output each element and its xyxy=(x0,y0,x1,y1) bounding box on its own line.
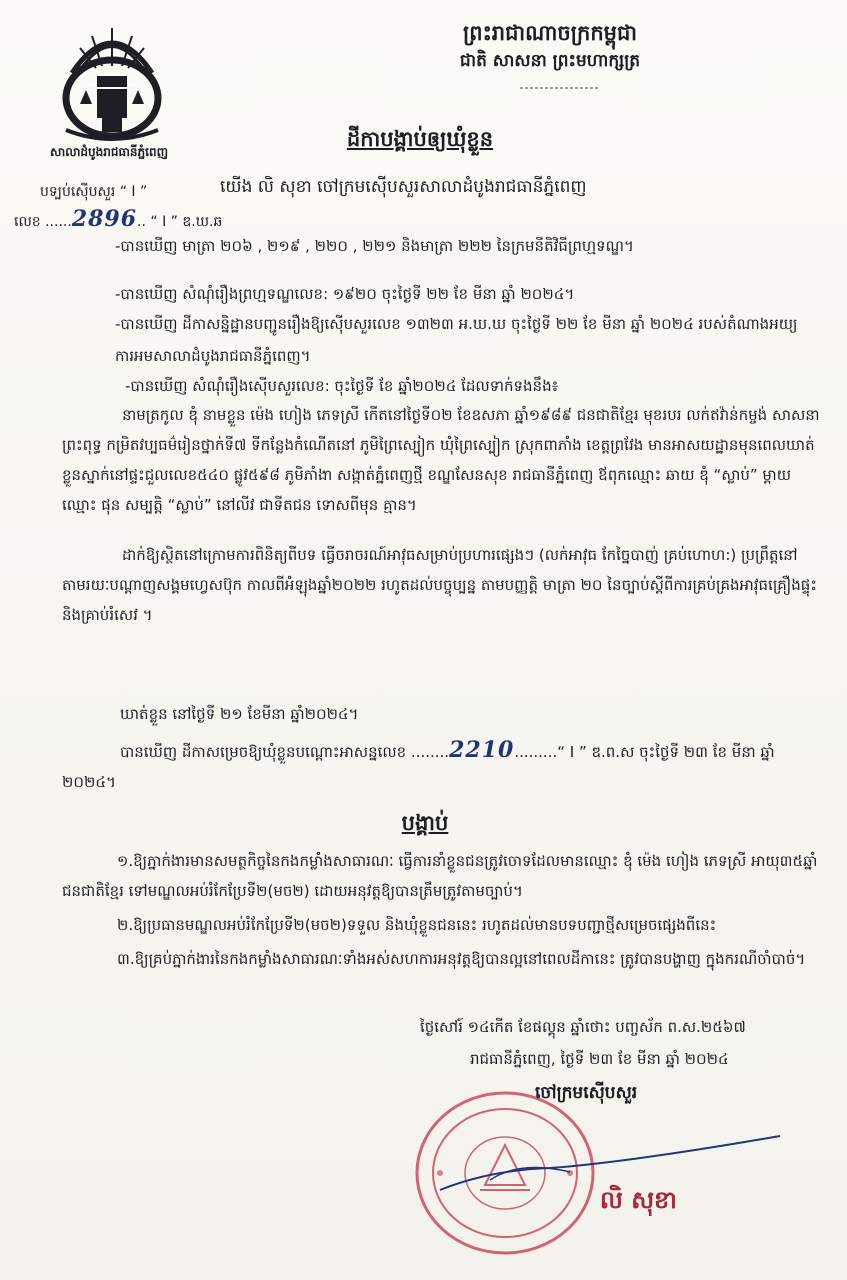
paragraph-detention-decision xyxy=(62,735,822,797)
reference-number xyxy=(14,206,222,233)
order-item: ១.ឱ្យភ្នាក់ងារមានសមត្ថកិច្ចនៃកងកម្លាំងសាធារណៈ ធ្វើការនាំខ្លួនជនត្រូវចោទដែលមានឈ្មោះ ឌុំ ម៉េង ហៀង ភេទស្រី អាយុ៣៥ឆ្នាំ ជនជាតិខ្មែរ ទៅមណ្ឌលអប់រំកែប្រែទី២(មច២) ដោយអនុវត្តឱ្យបានត្រឹមត្រូវតាមច្បាប់។ xyxy=(62,852,818,900)
paragraph-accused-identity: នាមត្រកូល ឌុំ នាមខ្លួន ម៉េង ហៀង ភេទស្រី កើតនៅថ្ងៃទី០២ ខែឧសភា ឆ្នាំ១៩៨៩ ជនជាតិខ្មែរ មុខរបរ លក់ឥវ៉ាន់កម្ចង់ សាសនាព្រះពុទ្ធ កម្រិតវប្បធម៌រៀនថ្នាក់ទី៧ ទីកន្លែងកំណើតនៅ ភូមិព្រៃស្បៀក ឃុំព្រៃស្បៀក ស្រុកពាភាំង ខេត្តព្រវែង មានអាសយដ្ឋានមុនពេលឃាត់ខ្លួនស្នាក់នៅផ្ទះជួលលេខ៥៤០ ផ្លូវ៥៩៨ ភូមិភាំងា សង្កាត់ភ្នំពេញថ្មី ខណ្ឌសែនសុខ រាជធានីភ្នំពេញ ឪពុកឈ្មោះ ឆាយ ឌុំ “ស្លាប់” ម្តាយឈ្មោះ ផុន សម្បត្តិ “ស្លាប់” នៅលីវ ជាទីតជន ទោសពីមុន គ្មាន។ xyxy=(62,406,820,514)
reference-suffix: .. “ I ” ឌ.ឃ.ឆ xyxy=(137,214,223,230)
paragraph-seen-case-file: -បានឃើញ សំណុំរឿងព្រហ្មទណ្ឌលេខ: ១៩២០ ចុះថ្ងៃទី ២២ ខែ មីនា ឆ្នាំ ២០២៤។ xyxy=(115,285,575,303)
paragraph-charges: ដាក់ឱ្យស្ថិតនៅក្រោមការពិនិត្យពីបទ ធ្វើចរាចរណ៍អាវុធសម្រាប់ប្រហារផ្សេងៗ (លក់អាវុធ កែច្នៃបាញ់ គ្រប់ហោហ:) ប្រព្រឹត្តនៅតាមរយៈបណ្តាញសង្គមហ្វេសប៊ុក កាលពីអំឡុងឆ្នាំ២០២២ រហូតដល់បច្ចុប្បន្ន តាមបញ្ញត្តិ មាត្រា ២០ នៃច្បាប់ស្តីពីការគ្រប់គ្រងអាវុធគ្រឿងផ្ទុះ និងគ្រាប់រំសេវ ។ xyxy=(62,546,817,624)
signer-name: លិ សុខា xyxy=(600,1186,677,1214)
court-emblem-logo xyxy=(52,18,172,143)
reference-prefix: លេខ ...... xyxy=(14,214,72,230)
order-item: ៣.ឱ្យគ្រប់ភ្នាក់ងារនៃកងកម្លាំងសាធារណៈទាំងអស់សហការអនុវត្តឱ្យបានល្អនៅពេលដីកានេះ ត្រូវបានបង្ហាញ ក្នុងករណីចាំបាច់។ xyxy=(117,950,806,968)
document-title: ដីកាបង្គាប់ឲ្យឃុំខ្លួន xyxy=(346,127,494,151)
decision-suffix: .........“ I ” ឌ.ព.ស ចុះថ្ងៃទី ២៣ ខែ មីនា ឆ្នាំ ២០២៤។ xyxy=(62,743,775,791)
paragraph-seen-articles: -បានឃើញ មាត្រា ២០៦ , ២១៩ , ២២០ , ២២១ និងមាត្រា ២២២ នៃក្រមនីតិវិធីព្រហ្មទណ្ឌ។ xyxy=(115,237,634,255)
national-motto: ជាតិ សាសនា ព្រះមហាក្សត្រ xyxy=(459,51,641,71)
orders-heading: បង្គាប់ xyxy=(401,811,449,835)
solar-date: រាជធានីភ្នំពេញ, ថ្ងៃទី ២៣ ខែ មីនា ឆ្នាំ ២០២៤ xyxy=(470,1050,729,1068)
signer-title: ចៅក្រមស៊ើបសួរ xyxy=(535,1083,638,1103)
lunar-date: ថ្ងៃសៅរ៍ ១៤កើត ខែផល្គុន ឆ្នាំថោះ បញ្ចស័ក ព.ស.២៥៦៧ xyxy=(420,1018,746,1036)
paragraph-seen-prosecutor-order: -បានឃើញ ដីកាសន្និដ្ឋានបញ្ជូនរឿងឱ្យស៊ើបសួរលេខ ១៣២៣ អ.ឃ.ឃ ចុះថ្ងៃទី ២២ ខែ មីនា ឆ្នាំ ២០២៤ របស់តំណាងអយ្យការអមសាលាដំបូងរាជធានីភ្នំពេញ។ xyxy=(115,315,798,365)
kingdom-heading: ព្រះរាជាណាចក្រកម្ពុជា xyxy=(462,21,637,45)
court-name: សាលាដំបូងរាជធានីភ្នំពេញ xyxy=(49,145,169,159)
reference-handwritten-number: 2896 xyxy=(71,206,138,232)
order-item: ២.ឱ្យប្រធានមណ្ឌលអប់រំកែប្រែទី២(មច២)ទទួល និងឃុំខ្លួនជននេះ រហូតដល់មានបទបញ្ជាថ្មីសម្រេចផ្សេងពីនេះ xyxy=(117,916,717,934)
judge-statement: យើង លិ សុខា ចៅក្រមស៊ើបសួរសាលាដំបូងរាជធានីភ្នំពេញ xyxy=(220,177,587,197)
form-code: បទ្បប់ស៊ើបសួរ “ I ” xyxy=(40,184,148,200)
paragraph-arrest-date: ឃាត់ខ្លួន នៅថ្ងៃទី ២១ ខែមីនា ឆ្នាំ២០២៤។ xyxy=(120,705,359,723)
decision-handwritten-number: 2210 xyxy=(449,737,515,763)
ornamental-divider xyxy=(520,84,600,92)
decision-prefix: បានឃើញ ដីកាសម្រេចឱ្យឃុំខ្លួនបណ្តោះអាសន្នលេខ ........ xyxy=(120,743,450,761)
orders-list xyxy=(62,846,822,978)
paragraph-seen-investigation-file: -បានឃើញ សំណុំរឿងស៊ើបសួរលេខ: ចុះថ្ងៃទី ខែ ឆ្នាំ២០២៤ ដែលទាក់ទងនឹង៖ xyxy=(125,377,559,395)
